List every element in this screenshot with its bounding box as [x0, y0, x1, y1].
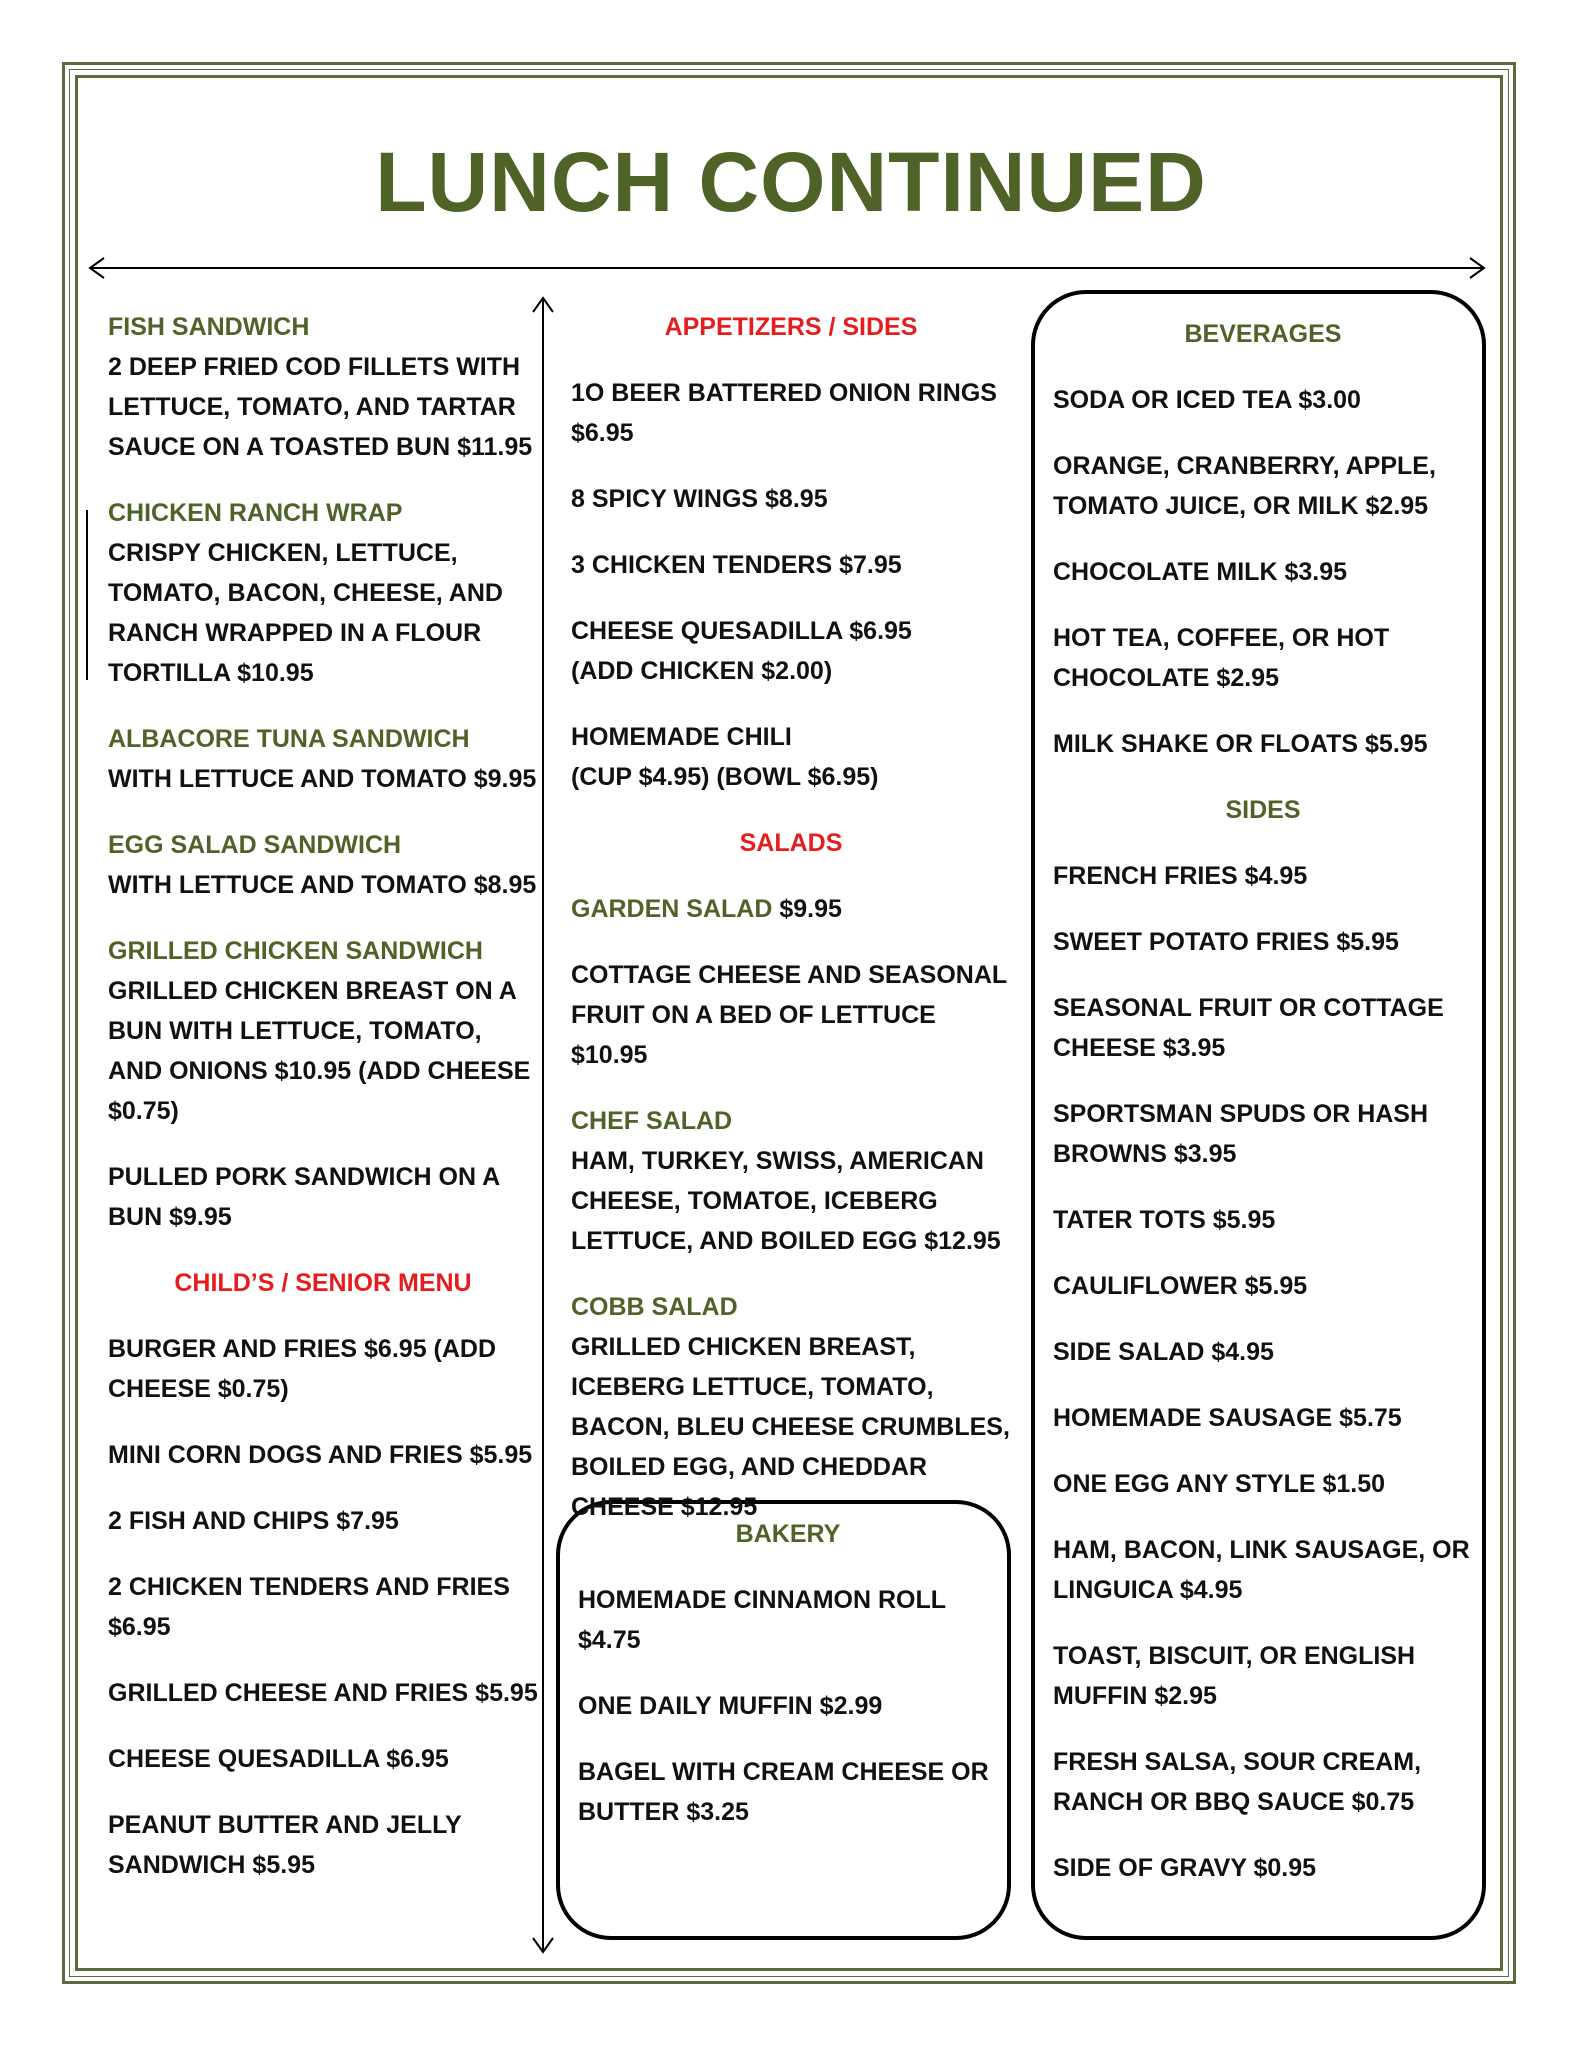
item-name: GRILLED CHICKEN SANDWICH: [108, 937, 483, 965]
section-header-sides: SIDES: [1225, 796, 1301, 824]
section-header-child-senior: CHILD’S / SENIOR MENU: [174, 1269, 472, 1297]
list-item: GRILLED CHEESE AND FRIES $5.95: [108, 1679, 538, 1707]
list-item: 8 SPICY WINGS $8.95: [571, 485, 828, 513]
list-item: 1O BEER BATTERED ONION RINGS $6.95: [571, 379, 997, 447]
list-item: 2 CHICKEN TENDERS AND FRIES $6.95: [108, 1573, 510, 1641]
item-description: GRILLED CHICKEN BREAST ON A BUN WITH LETTUCE, TOMATO, AND ONIONS $10.95 (ADD CHEESE $0.75): [108, 977, 531, 1125]
list-item: MINI CORN DOGS AND FRIES $5.95: [108, 1441, 533, 1469]
item-name: CHICKEN RANCH WRAP: [108, 499, 403, 527]
item-line: (CUP $4.95) (BOWL $6.95): [571, 763, 879, 791]
item-line: CHEESE QUESADILLA $6.95: [571, 617, 912, 645]
menu-item-cobb-salad: [571, 1287, 1011, 1527]
list-item: SIDE SALAD $4.95: [1053, 1338, 1274, 1366]
item-description: GRILLED CHICKEN BREAST, ICEBERG LETTUCE, TOMATO, BACON, BLEU CHEESE CRUMBLES, BOILED EGG, AND CHEDDAR CHEESE $12.95: [571, 1333, 1010, 1521]
list-item: HOT TEA, COFFEE, OR HOT CHOCOLATE $2.95: [1053, 624, 1390, 692]
list-item: BURGER AND FRIES $6.95 (ADD CHEESE $0.75): [108, 1335, 497, 1403]
list-item: HOMEMADE SAUSAGE $5.75: [1053, 1404, 1402, 1432]
item-name: EGG SALAD SANDWICH: [108, 831, 402, 859]
list-item: 2 FISH AND CHIPS $7.95: [108, 1507, 399, 1535]
list-item: SPORTSMAN SPUDS OR HASH BROWNS $3.95: [1053, 1100, 1429, 1168]
right-column: [1053, 314, 1473, 1914]
menu-item-cottage-cheese: COTTAGE CHEESE AND SEASONAL FRUIT ON A BED OF LETTUCE $10.95: [571, 961, 1007, 1069]
list-item: SIDE OF GRAVY $0.95: [1053, 1854, 1317, 1882]
list-item: HAM, BACON, LINK SAUSAGE, OR LINGUICA $4.95: [1053, 1536, 1470, 1604]
item-line: (ADD CHICKEN $2.00): [571, 657, 833, 685]
item-price: $9.95: [772, 895, 842, 923]
middle-column: [571, 307, 1011, 1553]
item-description: 2 DEEP FRIED COD FILLETS WITH LETTUCE, TOMATO, AND TARTAR SAUCE ON A TOASTED BUN $11.95: [108, 353, 533, 461]
left-column: [108, 307, 538, 1911]
list-item: FRENCH FRIES $4.95: [1053, 862, 1308, 890]
list-item: SEASONAL FRUIT OR COTTAGE CHEESE $3.95: [1053, 994, 1444, 1062]
list-item: TOAST, BISCUIT, OR ENGLISH MUFFIN $2.95: [1053, 1642, 1416, 1710]
list-item: MILK SHAKE OR FLOATS $5.95: [1053, 730, 1428, 758]
list-item: BAGEL WITH CREAM CHEESE OR BUTTER $3.25: [578, 1758, 989, 1826]
item-description: CRISPY CHICKEN, LETTUCE, TOMATO, BACON, CHEESE, AND RANCH WRAPPED IN A FLOUR TORTILLA $10.95: [108, 539, 503, 687]
list-item: ORANGE, CRANBERRY, APPLE, TOMATO JUICE, OR MILK $2.95: [1053, 452, 1436, 520]
section-header-bakery: BAKERY: [735, 1520, 841, 1548]
list-item: CHOCOLATE MILK $3.95: [1053, 558, 1348, 586]
menu-item-albacore-tuna: [108, 719, 538, 799]
item-line: HOMEMADE CHILI: [571, 723, 792, 751]
menu-item-cheese-quesadilla: [571, 611, 1011, 691]
list-item: 3 CHICKEN TENDERS $7.95: [571, 551, 902, 579]
menu-item-garden-salad: [571, 889, 1011, 929]
list-item: SWEET POTATO FRIES $5.95: [1053, 928, 1399, 956]
list-item: ONE DAILY MUFFIN $2.99: [578, 1692, 883, 1720]
item-name: COBB SALAD: [571, 1293, 738, 1321]
list-item: CHEESE QUESADILLA $6.95: [108, 1745, 449, 1773]
item-name: CHEF SALAD: [571, 1107, 733, 1135]
item-name: ALBACORE TUNA SANDWICH: [108, 725, 470, 753]
list-item: PEANUT BUTTER AND JELLY SANDWICH $5.95: [108, 1811, 462, 1879]
page-title: LUNCH CONTINUED: [375, 135, 1207, 229]
margin-mark: [86, 510, 88, 680]
item-description: WITH LETTUCE AND TOMATO $9.95: [108, 765, 537, 793]
menu-item-chef-salad: [571, 1101, 1011, 1261]
list-item: CAULIFLOWER $5.95: [1053, 1272, 1308, 1300]
item-name: GARDEN SALAD: [571, 895, 773, 923]
menu-item-chicken-ranch-wrap: [108, 493, 538, 693]
section-header-salads: SALADS: [739, 829, 843, 857]
item-description: HAM, TURKEY, SWISS, AMERICAN CHEESE, TOMATOE, ICEBERG LETTUCE, AND BOILED EGG $12.95: [571, 1147, 1001, 1255]
list-item: HOMEMADE CINNAMON ROLL $4.75: [578, 1586, 946, 1654]
list-item: SODA OR ICED TEA $3.00: [1053, 386, 1361, 414]
section-header-appetizers: APPETIZERS / SIDES: [664, 313, 918, 341]
item-name: FISH SANDWICH: [108, 313, 310, 341]
menu-item-homemade-chili: [571, 717, 1011, 797]
list-item: TATER TOTS $5.95: [1053, 1206, 1276, 1234]
menu-item-fish-sandwich: [108, 307, 538, 467]
list-item: FRESH SALSA, SOUR CREAM, RANCH OR BBQ SAUCE $0.75: [1053, 1748, 1422, 1816]
menu-item-egg-salad: [108, 825, 538, 905]
section-header-beverages: BEVERAGES: [1184, 320, 1342, 348]
list-item: ONE EGG ANY STYLE $1.50: [1053, 1470, 1386, 1498]
bakery-section: [578, 1514, 998, 1858]
menu-item-pulled-pork: PULLED PORK SANDWICH ON A BUN $9.95: [108, 1163, 500, 1231]
item-description: WITH LETTUCE AND TOMATO $8.95: [108, 871, 537, 899]
menu-item-grilled-chicken: [108, 931, 538, 1131]
